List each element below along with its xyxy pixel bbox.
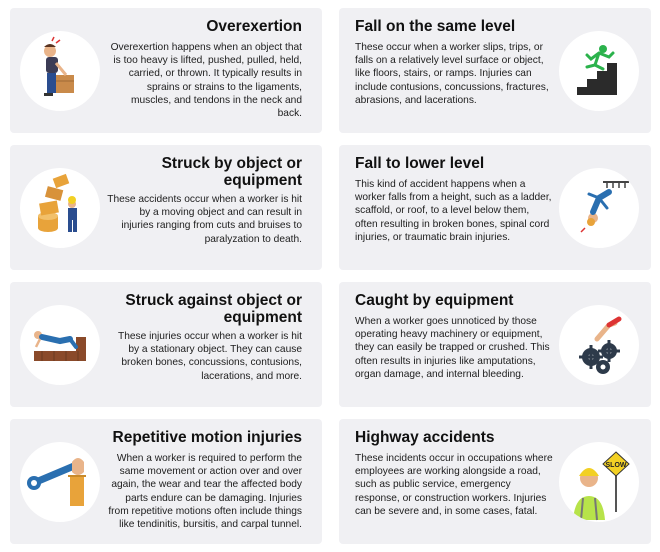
card-title: Highway accidents: [355, 429, 495, 446]
card-title: Fall on the same level: [355, 18, 516, 35]
card-body: These incidents occur in occupations where employees are working alongside a road, such as public service, emergency response, or construction workers. Injuries can be severe and, in some cases, fatal.: [355, 453, 553, 517]
worker-struck-by-falling-boxes-icon: [20, 168, 100, 248]
card-body: When a worker goes unnoticed by those operating heavy machinery or equipment, they can easily be trapped or crushed. This often results in injuries like amputations, organ damage, and internal bleeding.: [355, 316, 550, 380]
slow-sign-text: SLOW: [605, 461, 627, 469]
card-fall-lower-level: [339, 145, 651, 270]
card-title: Caught by equipment: [355, 292, 514, 309]
worker-lifting-box-icon: [20, 31, 100, 111]
hand-caught-in-gears-icon: [559, 305, 639, 385]
card-body: When a worker is required to perform the same movement or action over and over again, the wear and tear the affected body parts endure can be damaging. Injuries from repetitive motions often include things like tendinitis, bursitis, and carpal tunnel.: [108, 453, 302, 531]
card-title: Overexertion: [206, 18, 302, 35]
card-repetitive-motion: [10, 419, 322, 544]
card-title: Repetitive motion injuries: [112, 429, 302, 446]
card-fall-same-level: [339, 8, 651, 133]
card-body: Overexertion happens when an object that is too heavy is lifted, pushed, pulled, held, carried, or thrown. It typically results in sprains or strains to the ligaments, muscles, and tendons in the neck and back.: [110, 42, 302, 120]
card-struck-against: [10, 282, 322, 407]
hand-with-wrench-icon: [20, 442, 100, 522]
worker-falling-stairs-icon: [559, 31, 639, 111]
card-caught-by-equipment: [339, 282, 651, 407]
card-body: These occur when a worker slips, trips, or falls on a relatively level surface or object, like floors, stairs, or ramps. Injuries can include contusions, concussions, fractures, abrasions, and lacerations.: [355, 42, 549, 106]
card-overexertion: [10, 8, 322, 133]
worker-falling-from-height-icon: [559, 168, 639, 248]
card-struck-by: [10, 145, 322, 270]
worker-with-slow-sign-icon: [559, 442, 639, 522]
card-body: These injuries occur when a worker is hit by a stationary object. They can cause broken bones, concussions, contusions, lacerations, and more.: [117, 331, 302, 382]
card-title: Struck by object or equipment: [161, 155, 302, 189]
card-title: Fall to lower level: [355, 155, 485, 172]
card-highway-accidents: [339, 419, 651, 544]
card-title: Struck against object or equipment: [125, 292, 302, 326]
card-body: This kind of accident happens when a worker falls from a height, such as a ladder, scaffold, or roof, to a level below them, often resulting in broken bones, spinal cord injuries, or traumatic brain injuries.: [355, 179, 552, 243]
worker-hitting-obstacle-icon: [20, 305, 100, 385]
card-body: These accidents occur when a worker is hit by a moving object and can result in injuries ranging from cuts and bruises to paralyzation to death.: [107, 194, 302, 245]
